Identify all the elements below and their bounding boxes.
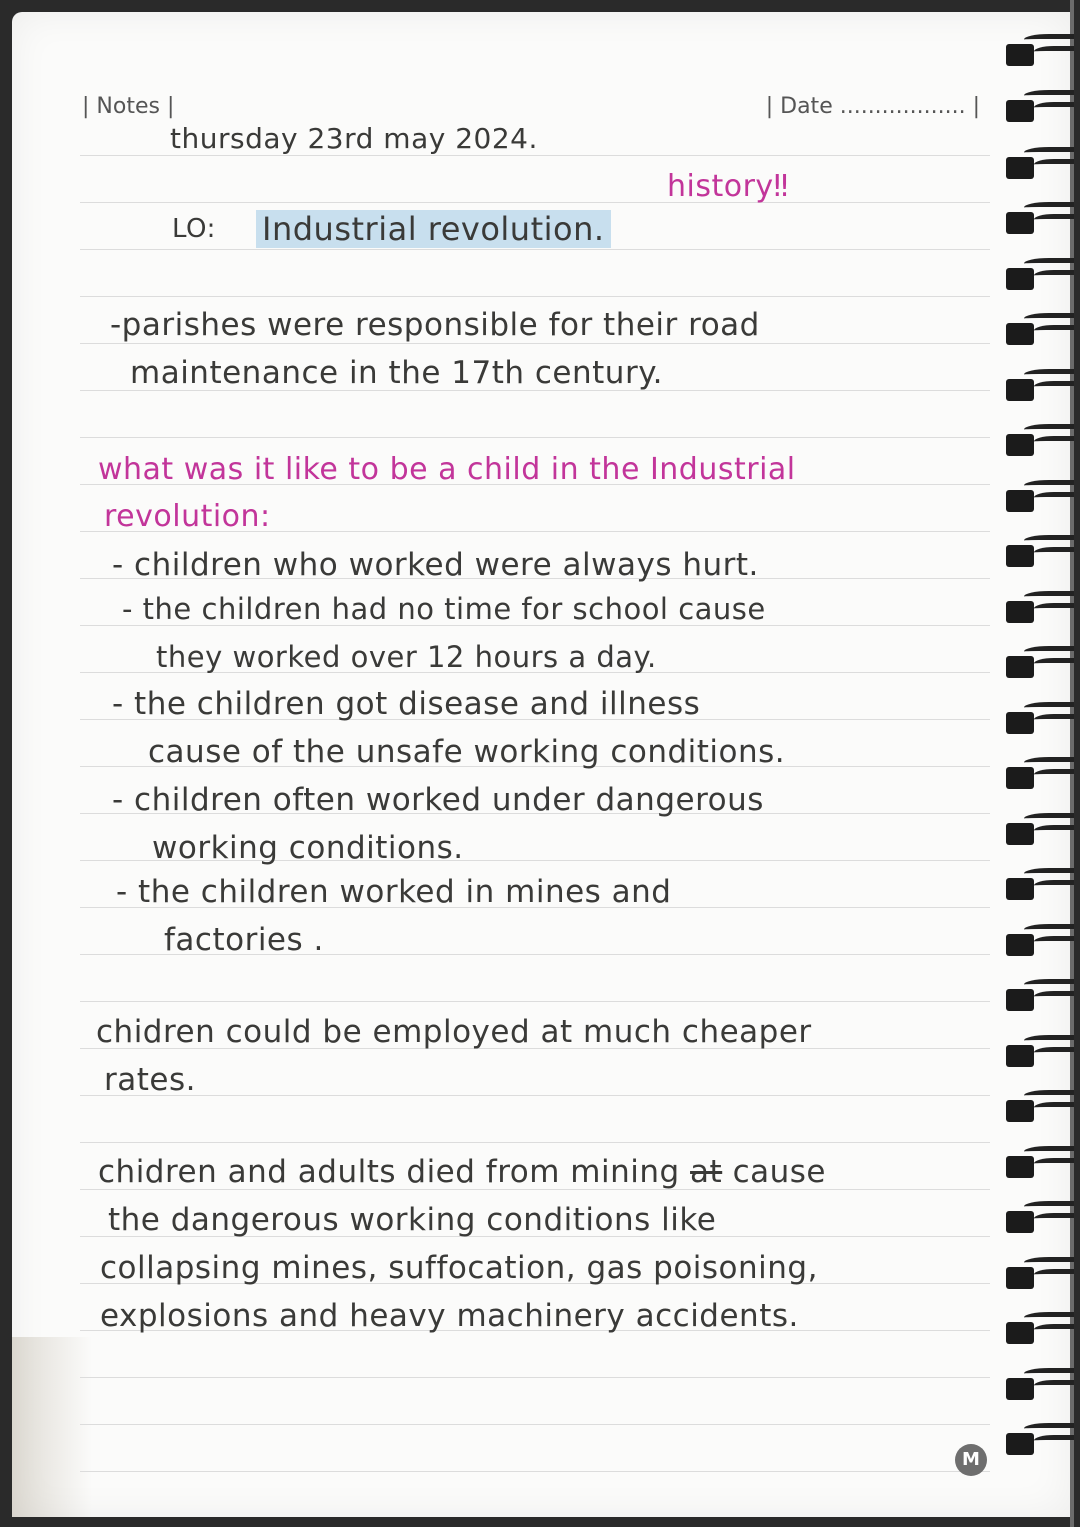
spiral-coil-icon <box>1004 256 1074 286</box>
para2-line-1-start: chidren and adults died from mining <box>98 1154 680 1190</box>
bullet-2-line-1: - the children had no time for school cause <box>122 592 766 626</box>
rule-line <box>80 1095 990 1096</box>
notes-label: | Notes | <box>82 94 175 119</box>
question-line-2: revolution: <box>104 499 271 534</box>
bullet-1: - children who worked were always hurt. <box>112 547 759 583</box>
bullet-3-line-1: - the children got disease and illness <box>112 686 701 722</box>
spiral-coil-icon <box>1004 1033 1074 1063</box>
spiral-coil-icon <box>1004 1255 1074 1285</box>
rule-line <box>80 343 990 344</box>
spiral-coil-icon <box>1004 1144 1074 1174</box>
spiral-coil-icon <box>1004 533 1074 563</box>
spiral-coil-icon <box>1004 1310 1074 1340</box>
rule-line <box>80 1142 990 1143</box>
para2-line-2: the dangerous working conditions like <box>108 1202 717 1238</box>
para2-line-4: explosions and heavy machinery accidents. <box>100 1298 799 1334</box>
spiral-coil-icon <box>1004 866 1074 896</box>
rule-line <box>80 1471 990 1472</box>
spiral-coil-icon <box>1004 478 1074 508</box>
bullet-4-line-2: working conditions. <box>152 830 464 866</box>
spiral-binding <box>1000 0 1080 1527</box>
rule-line <box>80 202 990 203</box>
spiral-coil-icon <box>1004 145 1074 175</box>
rule-line <box>80 155 990 156</box>
spiral-coil-icon <box>1004 977 1074 1007</box>
spiral-coil-icon <box>1004 700 1074 730</box>
question-line-1: what was it like to be a child in the Industrial <box>98 452 796 487</box>
struck-word: at <box>690 1154 723 1190</box>
notebook-page <box>12 12 1070 1517</box>
bullet-4-line-1: - children often worked under dangerous <box>112 782 764 818</box>
spiral-coil-icon <box>1004 1088 1074 1118</box>
para2-line-1 <box>98 1154 826 1190</box>
spiral-coil-icon <box>1004 1421 1074 1451</box>
rule-line <box>80 1424 990 1425</box>
date-line: thursday 23rd may 2024. <box>170 122 538 155</box>
spiral-coil-icon <box>1004 422 1074 452</box>
subject-tag: history‼ <box>667 169 789 204</box>
spiral-coil-icon <box>1004 922 1074 952</box>
lo-title-highlight: Industrial revolution. <box>256 210 611 248</box>
brand-logo-icon: M <box>955 1444 987 1476</box>
spiral-coil-icon <box>1004 755 1074 785</box>
spiral-coil-icon <box>1004 88 1074 118</box>
para1-line-1: chidren could be employed at much cheaper <box>96 1014 812 1050</box>
bullet-5-line-2: factories . <box>164 922 324 958</box>
rule-line <box>80 1001 990 1002</box>
date-label: | Date .................. | <box>765 94 980 119</box>
page-header <box>82 94 980 124</box>
spiral-coil-icon <box>1004 32 1074 62</box>
para2-line-1-end: cause <box>732 1154 826 1190</box>
page-shadow <box>12 1337 92 1517</box>
lo-label: LO: <box>172 214 216 244</box>
bullet-3-line-2: cause of the unsafe working conditions. <box>148 734 786 770</box>
rule-line <box>80 296 990 297</box>
spiral-coil-icon <box>1004 811 1074 841</box>
spiral-coil-icon <box>1004 1366 1074 1396</box>
bullet-5-line-1: - the children worked in mines and <box>116 874 672 910</box>
para2-line-3: collapsing mines, suffocation, gas poisoning, <box>100 1250 818 1286</box>
rule-line <box>80 437 990 438</box>
spiral-coil-icon <box>1004 1199 1074 1229</box>
bullet-2-line-2: they worked over 12 hours a day. <box>156 640 657 674</box>
rule-line <box>80 249 990 250</box>
lo-title <box>256 210 611 248</box>
spiral-coil-icon <box>1004 200 1074 230</box>
rule-line <box>80 1377 990 1378</box>
spiral-coil-icon <box>1004 589 1074 619</box>
intro-line-1: -parishes were responsible for their road <box>110 307 760 343</box>
spiral-coil-icon <box>1004 367 1074 397</box>
spiral-coil-icon <box>1004 644 1074 674</box>
para1-line-2: rates. <box>104 1062 196 1098</box>
spiral-coil-icon <box>1004 311 1074 341</box>
intro-line-2: maintenance in the 17th century. <box>130 355 663 391</box>
